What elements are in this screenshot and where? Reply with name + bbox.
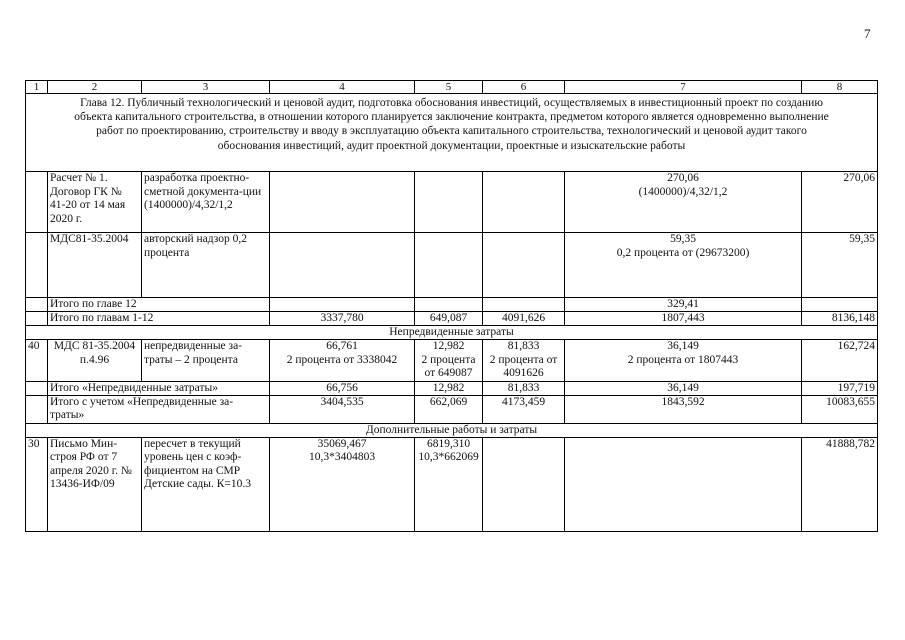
- formula: (1400000)/4,32/1,2: [638, 185, 728, 198]
- header-row: [26, 81, 878, 94]
- total-row: [26, 381, 878, 395]
- basis-cell: МДС 81-35.2004 п.4.96: [48, 340, 142, 382]
- total-cell: 270,06: [802, 172, 878, 233]
- section-title: Непредвиденные затраты: [26, 326, 878, 340]
- total-value: 329,41: [565, 298, 802, 312]
- total-value: 66,756: [270, 381, 415, 395]
- total-value: 4173,459: [483, 395, 565, 423]
- section-row: [26, 423, 878, 437]
- row-number: [26, 233, 48, 298]
- row-number: [26, 172, 48, 233]
- other-costs-cell: [565, 172, 802, 233]
- description-cell: разработка проектно-сметной документа-ции (1400000)/4,32/1,2: [142, 172, 270, 233]
- page-number: 7: [864, 26, 871, 41]
- construction-cell: [270, 437, 415, 531]
- equipment-cell: [483, 340, 565, 382]
- total-value: 197,719: [802, 381, 878, 395]
- total-value: 4091,626: [483, 312, 565, 326]
- value: 270,06: [667, 172, 699, 184]
- total-value: 12,982: [415, 381, 483, 395]
- total-value: 649,087: [415, 312, 483, 326]
- value: 59,35: [670, 233, 696, 245]
- formula: 2 процента от 649087: [421, 353, 476, 379]
- table-row: [26, 172, 878, 233]
- table-row: [26, 233, 878, 298]
- total-cell: 41888,782: [802, 437, 878, 531]
- total-row: [26, 312, 878, 326]
- formula: 0,2 процента от (29673200): [616, 246, 750, 259]
- description-cell: авторский надзор 0,2 процента: [142, 233, 270, 298]
- total-row: [26, 298, 878, 312]
- value: 12,982: [432, 340, 465, 352]
- description-cell: непредвиденные за-траты – 2 процента: [142, 340, 270, 382]
- total-cell: 59,35: [802, 233, 878, 298]
- table-row: [26, 437, 878, 531]
- value: 35069,467: [317, 437, 367, 450]
- value: 81,833: [507, 340, 540, 352]
- total-value: 36,149: [565, 381, 802, 395]
- section-row: [26, 326, 878, 340]
- chapter-row: [26, 94, 878, 172]
- installation-cell: [415, 437, 483, 531]
- row-number: 30: [26, 437, 48, 531]
- row-number: 40: [26, 340, 48, 382]
- total-value: 1807,443: [565, 312, 802, 326]
- total-row: [26, 395, 878, 423]
- other-costs-cell: [565, 233, 802, 298]
- header-cell: 3: [142, 81, 270, 94]
- total-value: 662,069: [415, 395, 483, 423]
- formula: 10,3*662069: [418, 451, 479, 463]
- formula: 2 процента от 3338042: [286, 353, 398, 366]
- other-costs-cell: [565, 340, 802, 382]
- installation-cell: [415, 340, 483, 382]
- section-title: Дополнительные работы и затраты: [26, 423, 878, 437]
- basis-cell: МДС81-35.2004: [48, 233, 142, 298]
- chapter-title: Глава 12. Публичный технологический и ценовой аудит, подготовка обоснования инвестиций, осуществляемых в инвестиционный проект по созданию объекта капитального строительства, в отношении которого планируется заключение контракта, предметом которого является одновременно выполнение работ по проектированию, строительству и вводу в эксплуатацию объекта капитального строительства, технологический и ценовой аудит такого обоснования инвестиций, аудит проектной документации, проектные и изыскательские работы: [26, 94, 878, 172]
- value: 36,149: [667, 340, 699, 352]
- formula: 2 процента от 1807443: [627, 353, 739, 366]
- header-cell: 5: [415, 81, 483, 94]
- total-value: 3404,535: [270, 395, 415, 423]
- total-value: 10083,655: [802, 395, 878, 423]
- header-cell: 8: [802, 81, 878, 94]
- total-label: Итого «Непредвиденные затраты»: [48, 381, 270, 395]
- total-cell: 162,724: [802, 340, 878, 382]
- total-value: 81,833: [483, 381, 565, 395]
- total-label: Итого по главе 12: [48, 298, 270, 312]
- formula: 2 процента от 4091626: [489, 353, 558, 379]
- value: 6819,310: [426, 437, 471, 450]
- basis-cell: Письмо Мин-строя РФ от 7 апреля 2020 г. № 13436-ИФ/09: [48, 437, 142, 531]
- header-cell: 4: [270, 81, 415, 94]
- total-value: 3337,780: [270, 312, 415, 326]
- total-label: Итого по главам 1-12: [48, 312, 270, 326]
- header-cell: 6: [483, 81, 565, 94]
- total-label: Итого с учетом «Непредвиденные за-траты»: [48, 395, 270, 423]
- table-row: [26, 340, 878, 382]
- total-value: 8136,148: [802, 312, 878, 326]
- value: 66,761: [326, 340, 358, 352]
- total-value: 1843,592: [565, 395, 802, 423]
- basis-cell: Расчет № 1. Договор ГК № 41-20 от 14 мая 2020 г.: [48, 172, 142, 233]
- header-cell: 7: [565, 81, 802, 94]
- construction-cell: [270, 340, 415, 382]
- formula: 10,3*3404803: [308, 451, 376, 463]
- header-cell: 1: [26, 81, 48, 94]
- estimate-table: [25, 80, 878, 532]
- description-cell: пересчет в текущий уровень цен с коэф-фициентом на СМР Детские сады. К=10.3: [142, 437, 270, 531]
- header-cell: 2: [48, 81, 142, 94]
